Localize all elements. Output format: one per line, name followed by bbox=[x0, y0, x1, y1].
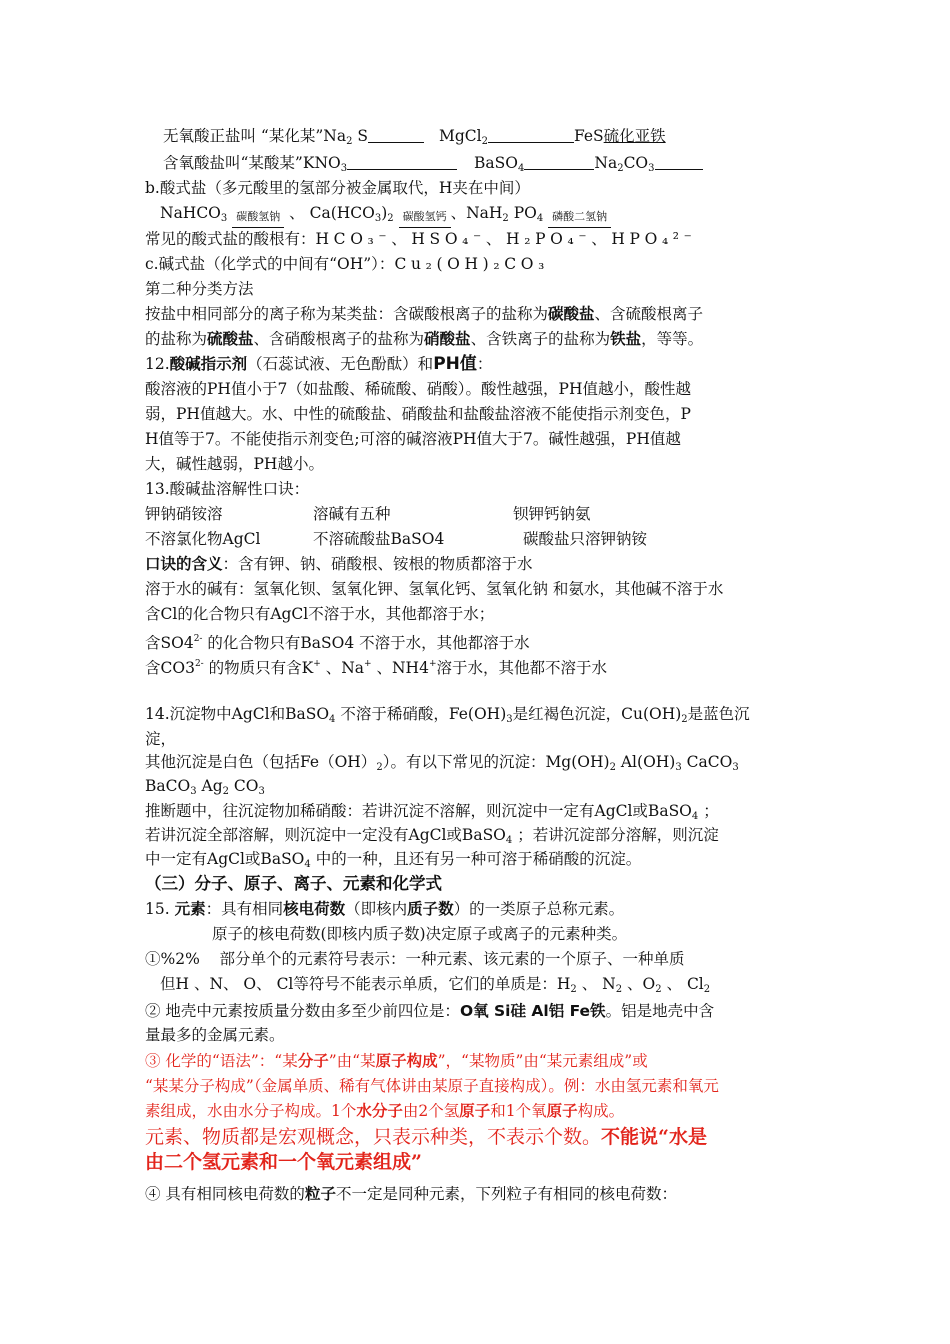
second-method-title: 第二种分类方法 bbox=[145, 280, 254, 298]
item-2-line2: 量最多的金属元素。 bbox=[145, 1026, 285, 1044]
section-14-line3: 其他沉淀是白色（包括$Fe(OH)_2$）。有以下常见的沉淀：$Mg(OH)_2$ $Al(OH)_3$ CaCO$_3$ bbox=[145, 753, 739, 773]
acid-radicals-line: 常见的酸式盐的酸根有：HCO₃⁻、HSO₄⁻、H₂PO₄⁻、HPO₄²⁻ bbox=[145, 230, 697, 248]
item-3-line3: 素组成，水由水分子构成。1个水分子由2个氢原子和1个氧原子构成。 bbox=[145, 1101, 625, 1120]
sulfate-rule: 含$SO4^{2-}$ 的化合物只有BaSO4 不溶于水，其他都溶于水 bbox=[145, 634, 530, 652]
section-13-title: 13.酸碱盐溶解性口诀： bbox=[145, 480, 310, 498]
oxy-salt-line: 含氧酸盐叫“某酸某$”KNO_3$ BaSO$_4$ $Na_2CO_3$ bbox=[145, 153, 703, 179]
carbonate-rule: 含$CO3^{2-}$ 的物质只有含K+ 、Na+ 、NH4+溶于水，其他都不溶于水 bbox=[145, 659, 607, 677]
section-12-line: 大，碱性越弱，PH越小。 bbox=[145, 455, 324, 473]
verse-cell: 碳酸盐只溶钾钠铵 bbox=[523, 530, 648, 548]
section-14-line7: 中一定有AgCl或BaSO$_4$ 中的一种，且还有另一种可溶于稀硝酸的沉淀。 bbox=[145, 850, 642, 870]
section-14-line5: 推断题中，往沉淀物加稀硝酸：若讲沉淀不溶解，则沉淀中一定有AgCl或BaSO$_4$ ； bbox=[145, 802, 719, 822]
section-3-heading: （三）分子、原子、离子、元素和化学式 bbox=[145, 874, 442, 893]
verse-cell: 钡钾钙钠氨 bbox=[513, 505, 591, 523]
verse-cell: 不溶氯化物AgCl bbox=[145, 530, 261, 548]
oxygenless-salt-line: 无氧酸正盐叫 “某化某$”Na_2$ S MgCl$_2$ FeS硫化亚铁 bbox=[163, 127, 666, 147]
chloride-rule: 含Cl的化合物只有AgCl不溶于水，其他都溶于水； bbox=[145, 605, 495, 623]
basic-salt-line: c.碱式盐（化学式的中间有“OH”）：Cu₂(OH)₂CO₃ bbox=[145, 255, 549, 273]
macro-concept-line2: 由二个氢元素和一个氧元素组成” bbox=[145, 1151, 422, 1173]
second-method-line1: 按盐中相同部分的离子称为某类盐：含碳酸根离子的盐称为碳酸盐、含硫酸根离子 bbox=[145, 304, 704, 323]
soluble-bases: 溶于水的碱有：氢氧化钡、氢氧化钾、氢氧化钙、氢氧化钠 和氨水，其他碱不溶于水 bbox=[145, 580, 724, 598]
item-4: ④ 具有相同核电荷数的粒子不一定是同种元素，下列粒子有相同的核电荷数： bbox=[145, 1184, 677, 1203]
section-12-line: H值等于7。不能使指示剂变色;可溶的碱溶液PH值大于7。碱性越强，PH值越 bbox=[145, 430, 681, 448]
section-14-line4: BaCO$_3$ $Ag_2$ $CO_3$ bbox=[145, 777, 265, 797]
second-method-line2: 的盐称为硫酸盐、含硝酸根离子的盐称为硝酸盐、含铁离子的盐称为铁盐，等等。 bbox=[145, 329, 704, 348]
section-15-definition: 15. 元素：具有相同核电荷数（即核内质子数）的一类原子总称元素。 bbox=[145, 899, 625, 918]
verse-meaning: 口诀的含义：含有钾、钠、硝酸根、铵根的物质都溶于水 bbox=[145, 554, 533, 573]
section-14-line1: 14.沉淀物中AgCl和BaSO$_4$ 不溶于稀硝酸，$Fe(OH)_3$是红褐色沉淀，$Cu(OH)_2$是蓝色沉 bbox=[145, 705, 750, 725]
item-1-line2: 但H 、N、 O、 Cl等符号不能表示单质，它们的单质是：$H_2$ 、 $N_2$ 、$O_2$ 、 $Cl_2$ bbox=[160, 975, 711, 995]
item-2: ② 地壳中元素按质量分数由多至少前四位是：O氧 Si硅 Al铝 Fe铁。铝是地壳中含 bbox=[145, 1002, 715, 1020]
item-3-line1: ③ 化学的“语法”：“某分子”由“某原子构成”，“某物质”由“某元素组成”或 bbox=[145, 1051, 648, 1070]
verse-cell: 溶碱有五种 bbox=[313, 505, 391, 523]
item-3-line2: “某某分子构成”（金属单质、稀有气体讲由某原子直接构成）。例：水由氢元素和氧元 bbox=[145, 1077, 719, 1095]
section-15-line2: 原子的核电荷数(即核内质子数)决定原子或离子的元素种类。 bbox=[212, 925, 628, 943]
verse-cell: 钾钠硝铵溶 bbox=[145, 505, 223, 523]
section-12-line: 酸溶液的PH值小于7（如盐酸、稀硫酸、硝酸）。酸性越强，PH值越小，酸性越 bbox=[145, 380, 692, 398]
verse-cell: 不溶硫酸盐BaSO4 bbox=[313, 530, 445, 548]
section-12-title: 12.酸碱指示剂（石蕊试液、无色酚酞）和PH值： bbox=[145, 354, 493, 374]
fes-name: 硫化亚铁 bbox=[603, 127, 666, 145]
acid-salt-definition: b.酸式盐（多元酸里的氢部分被金属取代，H夹在中间） bbox=[145, 179, 530, 197]
section-14-line6: 若讲沉淀全部溶解，则沉淀中一定没有AgCl或BaSO$_4$ ；若讲沉淀部分溶解，则沉淀 bbox=[145, 826, 719, 846]
section-14-line2: 淀， bbox=[145, 730, 177, 748]
macro-concept-line1: 元素、物质都是宏观概念，只表示种类，不表示个数。不能说“水是 bbox=[145, 1126, 707, 1148]
acid-salt-examples: NaHCO$_3$ 碳酸氢钠 、 $Ca(HCO_3)_2$ 碳酸氢钙 、NaH$_2$ $PO_4$ 磷酸二氢钠 bbox=[160, 203, 611, 229]
item-1: ①%2% 部分单个的元素符号表示：一种元素、该元素的一个原子、一种单质 bbox=[145, 950, 685, 968]
section-12-line: 弱，PH值越大。水、中性的硫酸盐、硝酸盐和盐酸盐溶液不能使指示剂变色，P bbox=[145, 405, 691, 423]
